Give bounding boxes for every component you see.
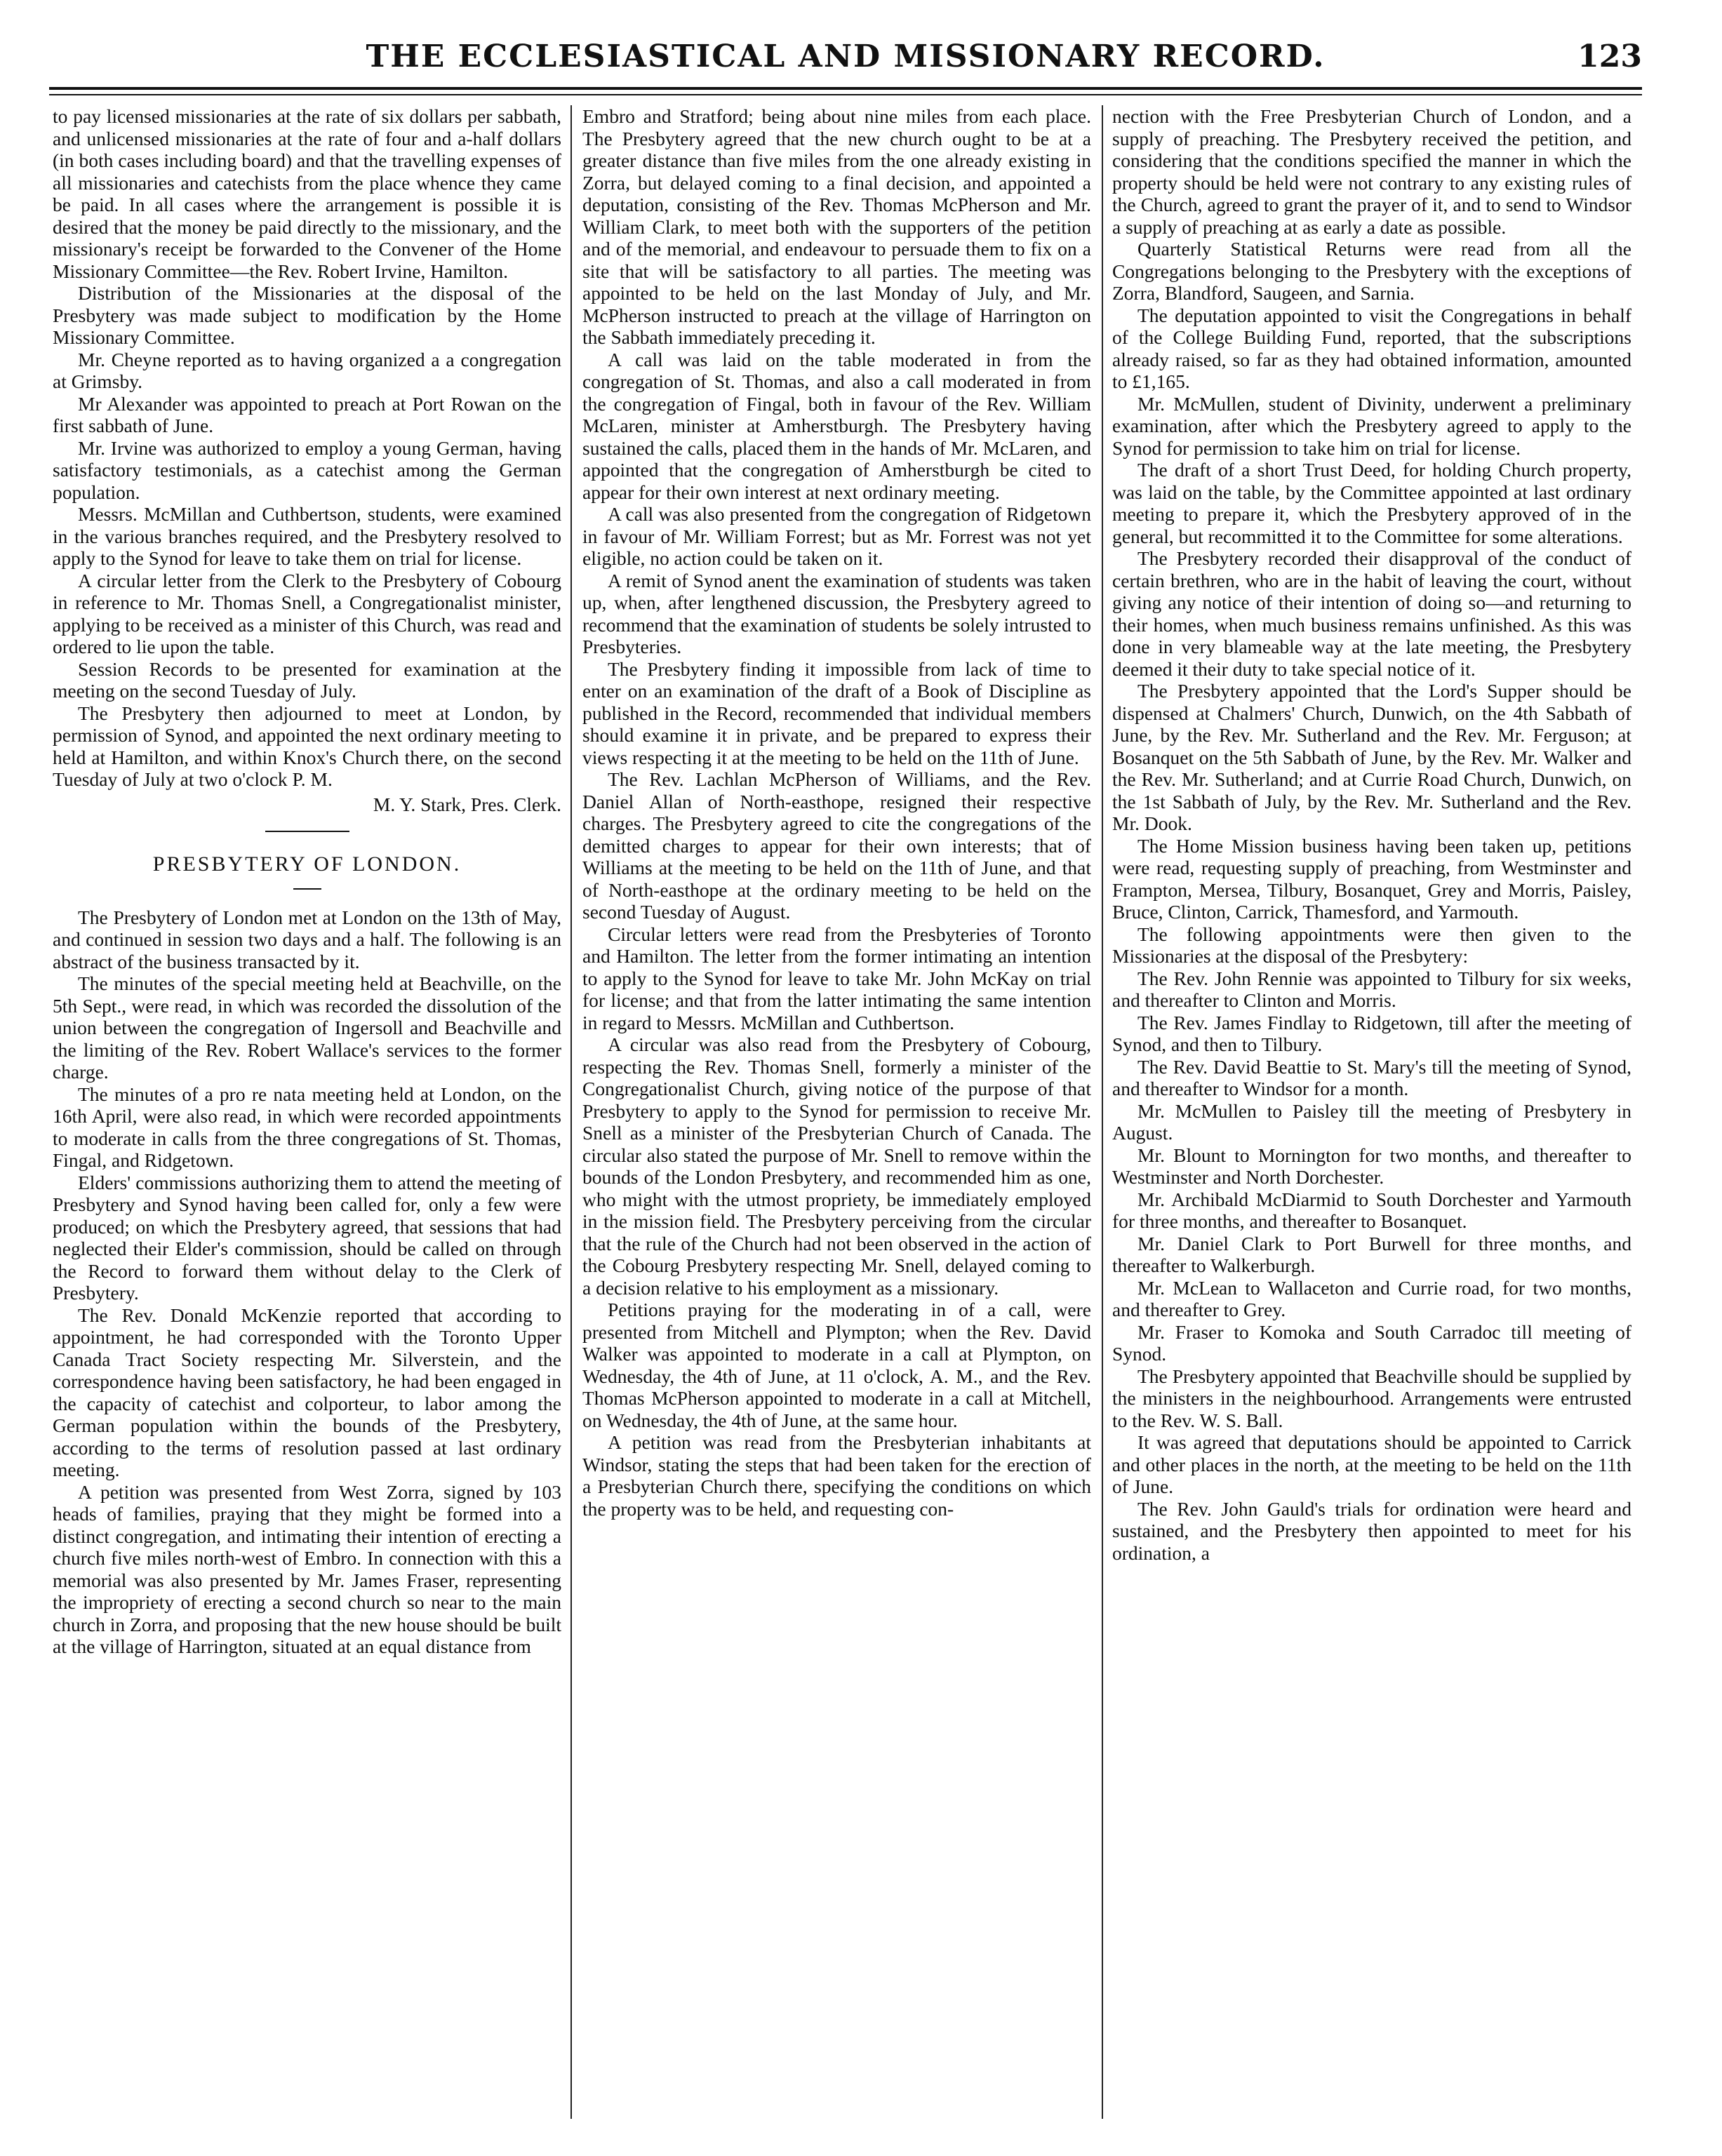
paragraph: Mr. McLean to Wallaceton and Currie road, for two months, and thereafter to Grey. [1112, 1276, 1631, 1320]
paragraph: to pay licensed missionaries at the rate of six dollars per sabbath, and unlicensed missionaries at the rate of four and a-half dollars (in both cases including board) and that the travelling expenses of all missionaries and catechists from the place whence they came be paid. In all cases where the arrangement is possible it is desired that the money be paid directly to the missionary, and the missionary's receipt be forwarded to the Convener of the Home Missionary Committee—the Rev. Robert Irvine, Hamilton. [53, 105, 561, 282]
paragraph: A remit of Synod anent the examination of students was taken up, when, after lengthened discussion, the Presbytery agreed to recommend that the examination of students be solely intrusted to Presbyteries. [582, 569, 1091, 657]
paragraph: Mr. Fraser to Komoka and South Carradoc till meeting of Synod. [1112, 1320, 1631, 1365]
paragraph: The Rev. John Rennie was appointed to Tilbury for six weeks, and thereafter to Clinton and Morris. [1112, 967, 1631, 1011]
paragraph: The Presbytery appointed that Beachville should be supplied by the ministers in the neighbourhood. Arrangements were entrusted to the Rev. W. S. Ball. [1112, 1365, 1631, 1431]
paragraph: The Rev. David Beattie to St. Mary's till the meeting of Synod, and thereafter to Windsor for a month. [1112, 1055, 1631, 1099]
section-heading: PRESBYTERY OF LONDON. [152, 852, 462, 876]
paragraph: A petition was presented from West Zorra, signed by 103 heads of families, praying that they might be formed into a distinct congregation, and intimating their intention of erecting a church five miles north-west of Embro. In connection with this a memorial was also presented by Mr. James Fraser, representing the impropriety of erecting a second church so near to the main church in Zorra, and proposing that the new house should be built at the village of Harrington, situated at an equal distance from [53, 1480, 561, 1657]
paragraph: The Presbytery appointed that the Lord's Supper should be dispensed at Chalmers' Church, Dunwich, on the 4th Sabbath of June, by the Rev. Mr. Sutherland and the Rev. Mr. Ferguson; at Bosanquet on the 5th Sabbath of June, by the Rev. Mr. Walker and the Rev. Mr. Sutherland; and at Currie Road Church, Dunwich, on the 1st Sabbath of July, by the Rev. Mr. Sutherland and the Rev. Mr. Dook. [1112, 680, 1631, 834]
paragraph: Mr. McMullen to Paisley till the meeting of Presbytery in August. [1112, 1099, 1631, 1144]
paragraph: Mr. Cheyne reported as to having organized a a congregation at Grimsby. [53, 348, 561, 392]
column-3 [1112, 105, 1631, 2126]
paragraph: The Rev. Donald McKenzie reported that according to appointment, he had corresponded with the Toronto Upper Canada Tract Society respecting Mr. Silverstein, and the correspondence having been satisfactory, he had been engaged in the capacity of catechist and colporteur, to labor among the German population within the bounds of the Presbytery, according to the terms of resolution passed at last ordinary meeting. [53, 1304, 561, 1480]
clerk-signature: M. Y. Stark, Pres. Clerk. [373, 793, 561, 815]
paragraph: Session Records to be presented for examination at the meeting on the second Tuesday of July. [53, 657, 561, 702]
journal-title: THE ECCLESIASTICAL AND MISSIONARY RECORD. [366, 39, 1326, 74]
column-divider-1 [570, 105, 572, 2119]
paragraph: The draft of a short Trust Deed, for holding Church property, was laid on the table, by the Committee appointed at last ordinary meeting to prepare it, which the Presbytery approved of in the general, but recommitted it to the Committee for some alterations. [1112, 459, 1631, 547]
paragraph: Mr. Daniel Clark to Port Burwell for three months, and thereafter to Walkerburgh. [1112, 1232, 1631, 1276]
paragraph: It was agreed that deputations should be appointed to Carrick and other places in the north, at the meeting to be held on the 11th of June. [1112, 1431, 1631, 1497]
paragraph: Elders' commissions authorizing them to attend the meeting of Presbytery and Synod having been called for, only a few were produced; on which the Presbytery agreed, that sessions that had neglected their Elder's commission, should be called on through the Record to forward them without delay to the Clerk of Presbytery. [53, 1171, 561, 1304]
column-1 [53, 105, 561, 2126]
paragraph: Mr. Blount to Mornington for two months, and thereafter to Westminster and North Dorchester. [1112, 1144, 1631, 1188]
paragraph: A call was also presented from the congregation of Ridgetown in favour of Mr. William Forrest; but as Mr. Forrest was not yet eligible, no action could be taken on it. [582, 503, 1091, 569]
paragraph: The Rev. John Gauld's trials for ordination were heard and sustained, and the Presbytery then appointed to meet for his ordination, a [1112, 1497, 1631, 1564]
paragraph: Circular letters were read from the Presbyteries of Toronto and Hamilton. The letter from the former intimating an intention to apply to the Synod for leave to take Mr. John McKay on trial for license; and that from the latter intimating the same intention in regard to Messrs. McMillan and Cuthbertson. [582, 923, 1091, 1033]
paragraph: A circular letter from the Clerk to the Presbytery of Cobourg in reference to Mr. Thomas Snell, a Congregationalist minister, applying to be received as a minister of this Church, was read and ordered to lie upon the table. [53, 569, 561, 657]
paragraph: The following appointments were then given to the Missionaries at the disposal of the Presbytery: [1112, 923, 1631, 967]
paragraph: Distribution of the Missionaries at the disposal of the Presbytery was made subject to modification by the Home Missionary Committee. [53, 282, 561, 348]
header-rule-thin [49, 94, 1642, 95]
paragraph: nection with the Free Presbyterian Church of London, and a supply of preaching. The Presbytery received the petition, and considering that the conditions specified the manner in which the property should be held were not contrary to any existing rules of the Church, agreed to grant the prayer of it, and to send to Windsor a supply of preaching at as early a date as possible. [1112, 105, 1631, 238]
paragraph: The Rev. Lachlan McPherson of Williams, and the Rev. Daniel Allan of North-easthope, resigned their respective charges. The Presbytery agreed to cite the congregations of the demitted charges to appear for their own interests; that of Williams at the meeting to be held on the 11th of June, and that of North-easthope at the ordinary meeting to be held on the second Tuesday of August. [582, 768, 1091, 923]
paragraph: A call was laid on the table moderated in from the congregation of St. Thomas, and also a call moderated in from the congregation of Fingal, both in favour of the Rev. William McLaren, minister at Amherstburgh. The Presbytery having sustained the calls, placed them in the hands of Mr. McLaren, and appointed that the congregation of Amherstburgh be cited to appear for their own interest at next ordinary meeting. [582, 348, 1091, 503]
paragraph: Embro and Stratford; being about nine miles from each place. The Presbytery agreed that the new church ought to be at a greater distance than five miles from the one already existing in Zorra, but delayed coming to a final decision, and appointed a deputation, consisting of the Rev. Thomas McPherson and Mr. William Clark, to meet both with the supporters of the petition and of the memorial, and endeavour to persuade them to fix on a site that will be satisfactory to all parties. The meeting was appointed to be held on the last Monday of July, and Mr. McPherson instructed to preach at the village of Harrington on the Sabbath immediately preceding it. [582, 105, 1091, 348]
paragraph: Mr Alexander was appointed to preach at Port Rowan on the first sabbath of June. [53, 392, 561, 436]
paragraph: The Presbytery of London met at London on the 13th of May, and continued in session two days and a half. The following is an abstract of the business transacted by it. [53, 906, 561, 972]
paragraph: Quarterly Statistical Returns were read from all the Congregations belonging to the Presbytery with the exceptions of Zorra, Blandford, Saugeen, and Sarnia. [1112, 238, 1631, 304]
section-divider [265, 831, 349, 832]
header-rule-thick [49, 87, 1642, 90]
paragraph: The Presbytery finding it impossible from lack of time to enter on an examination of the draft of a Book of Discipline as published in the Record, recommended that individual members should examine it in private, and be prepared to express their views respecting it at the meeting to be held on the 11th of June. [582, 657, 1091, 768]
paragraph: Mr. McMullen, student of Divinity, underwent a preliminary examination, after which the Presbytery agreed to apply to the Synod for permission to take him on trial for license. [1112, 392, 1631, 459]
column-divider-2 [1102, 105, 1103, 2119]
paragraph: The minutes of a pro re nata meeting held at London, on the 16th April, were also read, in which were recorded appointments to moderate in calls from the three congregations of St. Thomas, Fingal, and Ridgetown. [53, 1083, 561, 1171]
paragraph: Mr. Archibald McDiarmid to South Dorchester and Yarmouth for three months, and thereafter to Bosanquet. [1112, 1188, 1631, 1232]
paragraph: Messrs. McMillan and Cuthbertson, students, were examined in the various branches required, and the Presbytery resolved to apply to the Synod for leave to take them on trial for license. [53, 503, 561, 569]
paragraph: The minutes of the special meeting held at Beachville, on the 5th Sept., were read, in which was recorded the dissolution of the union between the congregation of Ingersoll and Beachville and the limiting of the Rev. Robert Wallace's services to the former charge. [53, 972, 561, 1083]
paragraph: The Home Mission business having been taken up, petitions were read, requesting supply of preaching, from Westminster and Frampton, Mersea, Tilbury, Bosanquet, Grey and Morris, Paisley, Bruce, Clinton, Carrick, Thamesford, and Yarmouth. [1112, 834, 1631, 923]
paragraph: The Presbytery then adjourned to meet at London, by permission of Synod, and appointed the next ordinary meeting to held at Hamilton, and within Knox's Church there, on the second Tuesday of July at two o'clock P. M. [53, 702, 561, 790]
page-number: 123 [1577, 39, 1642, 74]
paragraph: The Rev. James Findlay to Ridgetown, till after the meeting of Synod, and then to Tilbury. [1112, 1011, 1631, 1055]
paragraph: The deputation appointed to visit the Congregations in behalf of the College Building Fund, reported, that the subscriptions already raised, so far as they had obtained information, amounted to £1,165. [1112, 304, 1631, 392]
paragraph: Mr. Irvine was authorized to employ a young German, having satisfactory testimonials, as a catechist among the German population. [53, 436, 561, 503]
column-2 [582, 105, 1091, 2126]
paragraph: A circular was also read from the Presbytery of Cobourg, respecting the Rev. Thomas Snell, formerly a minister of the Congregationalist Church, giving notice of the purpose of that Presbytery to apply to the Synod for permission to receive Mr. Snell as a minister of the Presbyterian Church of Canada. The circular also stated the purpose of Mr. Snell to remove within the bounds of the London Presbytery, and recommended him as one, who might with the utmost propriety, be immediately employed in the mission field. The Presbytery perceiving from the circular that the rule of the Church had not been observed in the action of the Cobourg Presbytery respecting Mr. Snell, delayed coming to a decision relative to his employment as a missionary. [582, 1033, 1091, 1299]
paragraph: A petition was read from the Presbyterian inhabitants at Windsor, stating the steps that had been taken for the erection of a Presbyterian Church there, specifying the conditions on which the property was to be held, and requesting con- [582, 1431, 1091, 1520]
page-header [49, 39, 1642, 81]
paragraph: The Presbytery recorded their disapproval of the conduct of certain brethren, who are in the habit of leaving the court, without giving any notice of their intention of doing so—and returning to their homes, when much business remains unfinished. As this was done in very blameable way at the late meeting, the Presbytery deemed it their duty to take special notice of it. [1112, 547, 1631, 680]
paragraph: Petitions praying for the moderating in of a call, were presented from Mitchell and Plympton; when the Rev. David Walker was appointed to moderate in a call at Plympton, on Wednesday, the 4th of June, at 11 o'clock, A. M., and the Rev. Thomas McPherson appointed to moderate in a call at Mitchell, on Wednesday, the 4th of June, at the same hour. [582, 1299, 1091, 1431]
heading-rule [293, 888, 321, 890]
